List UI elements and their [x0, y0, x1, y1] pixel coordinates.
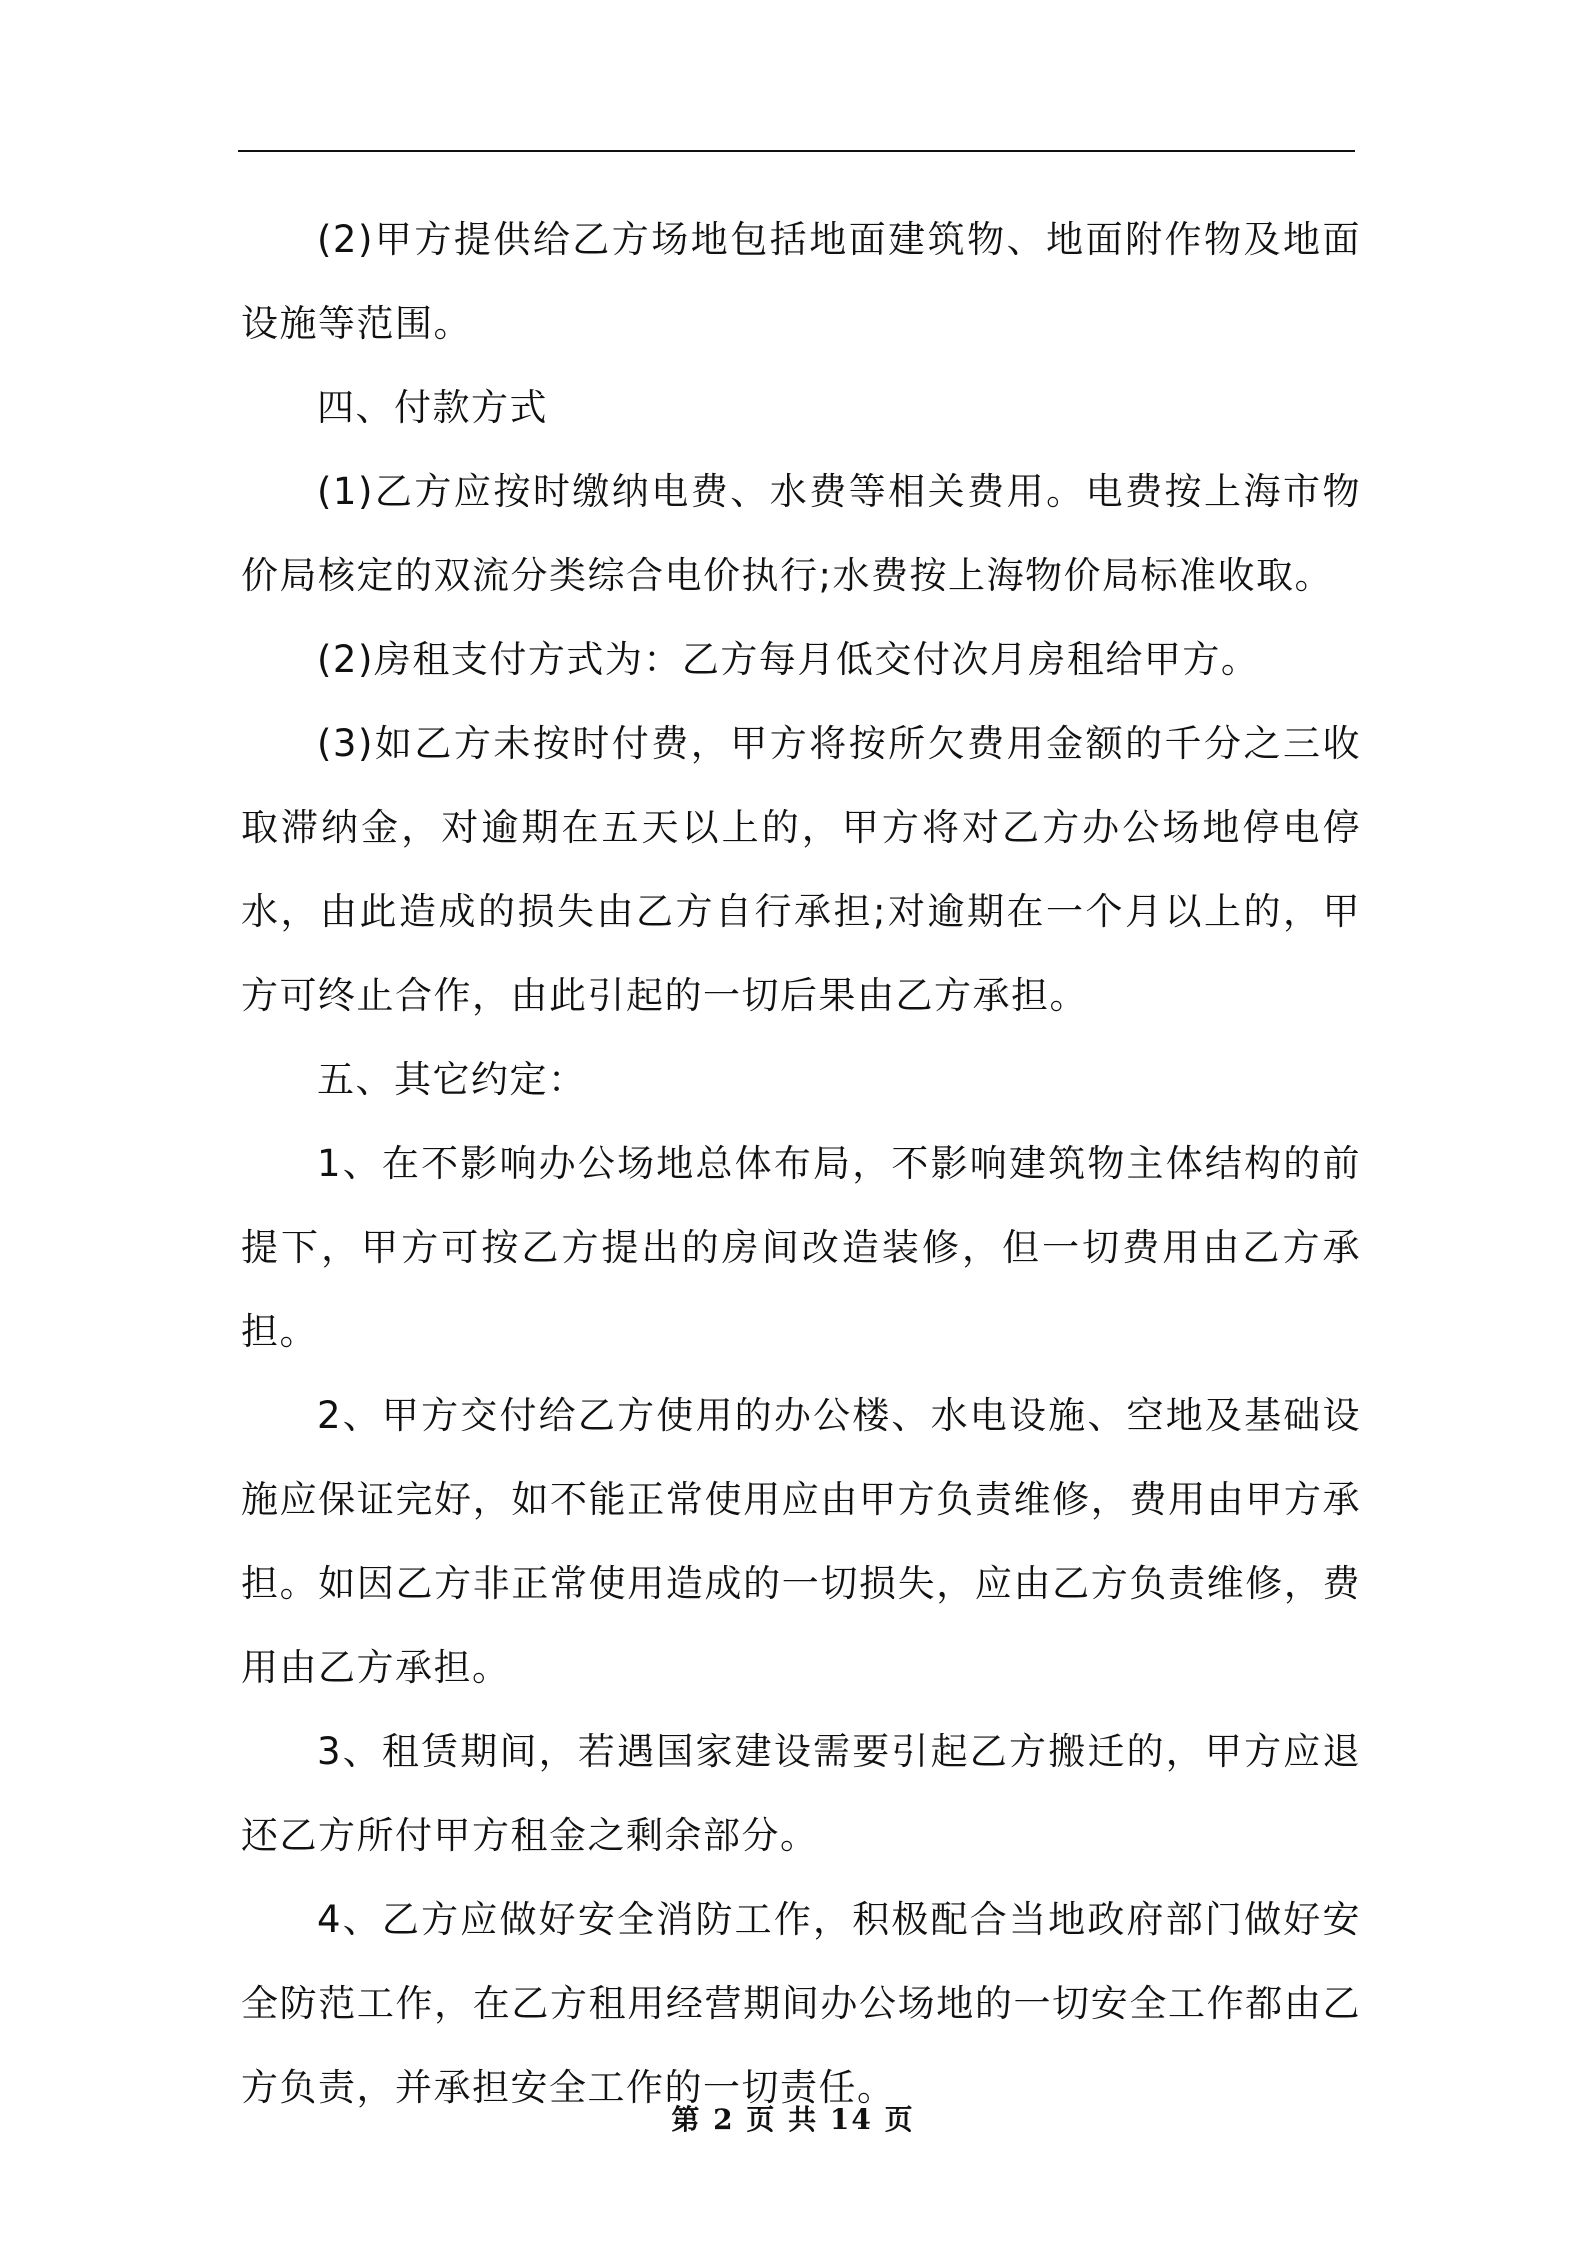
paragraph-rent-payment: (2)房租支付方式为：乙方每月低交付次月房租给甲方。: [317, 638, 1260, 681]
paragraph-renovation: 1、在不影响办公场地总体布局，不影响建筑物主体结构的前提下，甲方可按乙方提出的房间改造装修，但一切费用由乙方承担。: [241, 1142, 1361, 1353]
page-number: 第 2 页 共 14 页: [671, 2103, 915, 2136]
section-heading-other: 五、其它约定：: [317, 1058, 587, 1101]
document-body: [241, 198, 1361, 2130]
paragraph-venue-scope: (2)甲方提供给乙方场地包括地面建筑物、地面附作物及地面设施等范围。: [241, 218, 1361, 345]
paragraph-maintenance: 2、甲方交付给乙方使用的办公楼、水电设施、空地及基础设施应保证完好，如不能正常使用应由甲方负责维修，费用由甲方承担。如因乙方非正常使用造成的一切损失，应由乙方负责维修，费用由乙方承担。: [241, 1394, 1361, 1689]
section-heading-payment: 四、付款方式: [317, 386, 548, 429]
paragraph-safety: 4、乙方应做好安全消防工作，积极配合当地政府部门做好安全防范工作，在乙方租用经营期间办公场地的一切安全工作都由乙方负责，并承担安全工作的一切责任。: [241, 1898, 1361, 2109]
paragraph-late-fee: (3)如乙方未按时付费，甲方将按所欠费用金额的千分之三收取滞纳金，对逾期在五天以上的，甲方将对乙方办公场地停电停水，由此造成的损失由乙方自行承担;对逾期在一个月以上的，甲方可终止合作，由此引起的一切后果由乙方承担。: [241, 722, 1361, 1017]
paragraph-utilities: (1)乙方应按时缴纳电费、水费等相关费用。电费按上海市物价局核定的双流分类综合电价执行;水费按上海物价局标准收取。: [241, 470, 1361, 597]
paragraph-relocation: 3、租赁期间，若遇国家建设需要引起乙方搬迁的，甲方应退还乙方所付甲方租金之剩余部分。: [241, 1730, 1361, 1857]
header-rule: [238, 150, 1355, 152]
